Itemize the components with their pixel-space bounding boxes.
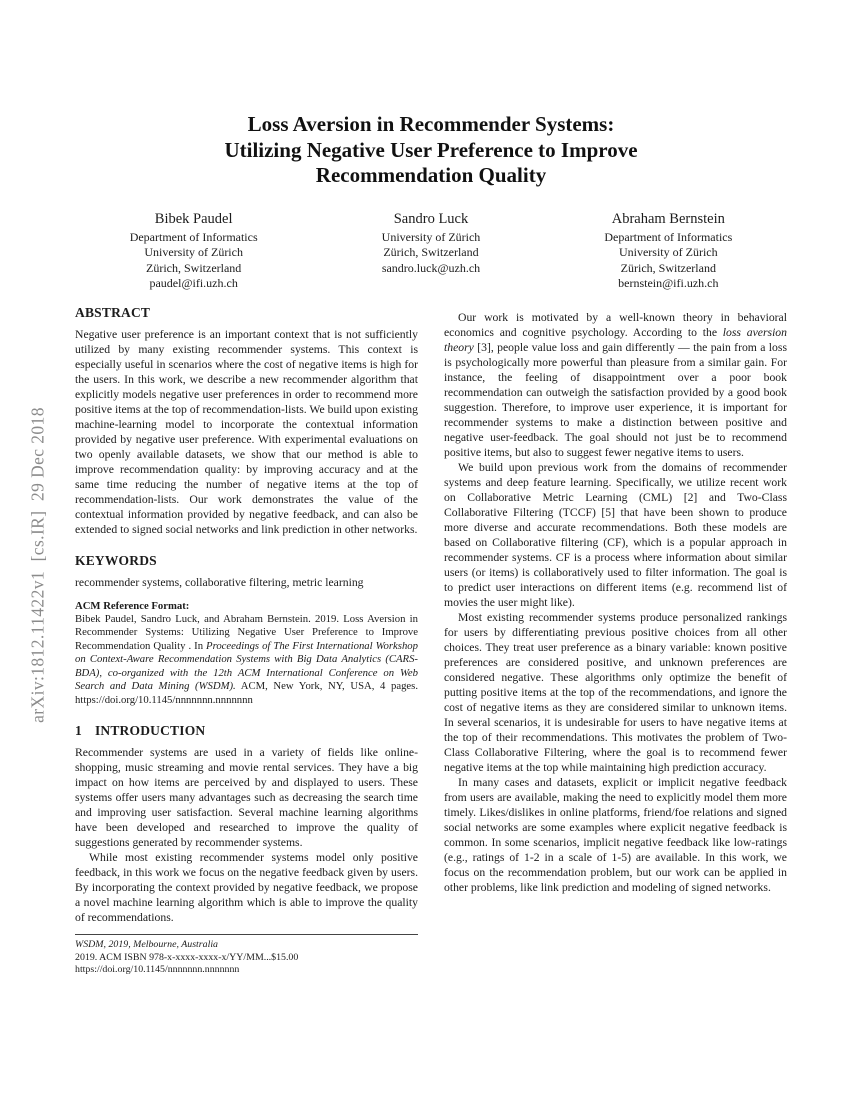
intro-paragraph-1: Recommender systems are used in a variety of fields like online-shopping, music streaming and movie rental services. They have a big impact on how items are perceived by and displayed to users. These systems offer users many advantages such as decreasing the search time and improving user satisfaction. Several machine learning algorithms have been developed and researched to improve the quality of suggestions generated by recommender systems. bbox=[75, 746, 418, 849]
author-affiliation-line: Zürich, Switzerland bbox=[620, 260, 716, 275]
title-line-3: Recommendation Quality bbox=[315, 163, 547, 187]
existing-systems-paragraph: Most existing recommender systems produce personalized rankings for users by differentiating previous positive choices from all other choices. They treat user preference as a binary variable: known positive preferences are considered positive, and unknown preferences are considered negative. These algorithms only optimize the benefit of putting positive items at the top of the recommendations, and ignore the cost of negative items as they are considered similar to unknown items. In several scenarios, it is undesirable for users to have negative items at the top of their recommendations. This motivates the problem of Two-Class Collaborative Filtering, where the goal is to recommend fewer negative items at the top while maintaining high prediction accuracy. bbox=[444, 610, 787, 774]
acm-reference-part1: Bibek Paudel, Sandro Luck, and Abraham Bernstein. 2019. Loss Aversion in Recommender Systems: Utilizing Negative User Preference to Improve Recommendation Quality . In bbox=[75, 612, 418, 652]
acm-reference-label: ACM Reference Format: bbox=[75, 599, 190, 612]
author-name: Sandro Luck bbox=[393, 210, 469, 227]
footnote-doi: https://doi.org/10.1145/nnnnnnn.nnnnnnn bbox=[75, 964, 240, 976]
negative-feedback-paragraph: In many cases and datasets, explicit or implicit negative feedback from users are available, making the need to explicitly model them more timely. Likes/dislikes in online platforms, friend/foe relations and signed social networks are some examples where explicit negative feedback is common. In some scenarios, implicit negative feedback like low-ratings (e.g., ratings of 1-2 in a scale of 1-5) are available. In this work, we focus on the recommendation problem, but our work can be applied in other problems, like link prediction and modeling of signed networks. bbox=[444, 775, 787, 894]
section-number: 1 bbox=[75, 723, 82, 738]
footnote-isbn: 2019. ACM ISBN 978-x-xxxx-xxxx-x/YY/MM...$15.00 bbox=[75, 951, 299, 963]
authors-row bbox=[75, 210, 787, 292]
author-affiliation-line: University of Zürich bbox=[144, 245, 243, 259]
paper-content bbox=[75, 112, 787, 977]
acm-reference-proceedings: Proceedings of The First International Workshop on Context-Aware Recommendation Systems with Big Data Analytics (CARS-BDA), co-organized with the 12th ACM International Conference on Web Search and Data Mining (WSDM). bbox=[75, 639, 418, 692]
paper-title bbox=[75, 112, 787, 189]
footnote-block bbox=[75, 934, 418, 977]
author-affiliation-line: University of Zürich bbox=[618, 245, 718, 259]
acm-reference-text bbox=[75, 613, 418, 708]
author-email: paudel@ifi.uzh.ch bbox=[149, 276, 238, 290]
author-email: sandro.luck@uzh.ch bbox=[381, 260, 481, 275]
keywords-text: recommender systems, collaborative filtering, metric learning bbox=[75, 575, 364, 589]
author-email: bernstein@ifi.uzh.ch bbox=[618, 276, 719, 290]
title-line-2: Utilizing Negative User Preference to Improve bbox=[224, 137, 638, 162]
motivation-paragraph bbox=[444, 310, 787, 460]
column-left bbox=[75, 305, 418, 977]
column-right bbox=[444, 305, 787, 977]
author-bibek-paudel bbox=[75, 210, 312, 292]
title-line-1: Loss Aversion in Recommender Systems: bbox=[247, 112, 615, 136]
arxiv-watermark: arXiv:1812.11422v1 [cs.IR] 29 Dec 2018 bbox=[27, 407, 48, 723]
author-abraham-bernstein bbox=[550, 210, 787, 292]
author-name: Bibek Paudel bbox=[154, 210, 233, 227]
author-affiliation-line: Department of Informatics bbox=[129, 229, 258, 244]
footnote-conference: WSDM, 2019, Melbourne, Australia bbox=[75, 939, 218, 950]
keywords-heading: KEYWORDS bbox=[75, 552, 157, 568]
author-affiliation-line: Department of Informatics bbox=[604, 229, 733, 244]
author-affiliation-line: Zürich, Switzerland bbox=[146, 260, 242, 275]
section-label: INTRODUCTION bbox=[94, 723, 206, 738]
acm-reference-block bbox=[75, 599, 418, 708]
author-sandro-luck bbox=[312, 210, 549, 292]
previous-work-paragraph: We build upon previous work from the domains of recommender systems and deep feature learning. Specifically, we utilize recent work on Collaborative Metric Learning (CML) [2] and Two-Class Collaborative Filtering (TCCF) [5] that have been shown to produce more diverse and accurate recommendations. Both these models are based on Collaborative filtering (CF), which is a popular approach in recommender systems. CF is a process where information about similar users (or items) is collaboratively used to filter information. The goal is to predict user interactions on different items (e.g. recommend list of movies the user might like). bbox=[444, 460, 787, 609]
acm-reference-part2: ACM, New York, NY, USA, 4 pages. https://doi.org/10.1145/nnnnnnn.nnnnnnn bbox=[75, 680, 418, 706]
intro-paragraph-2: While most existing recommender systems model only positive feedback, in this work we focus on the negative feedback given by users. By incorporating the context provided by negative feedback, we propose a novel machine learning algorithm which is able to improve the quality of recommendations. bbox=[75, 851, 418, 924]
author-affiliation-line: Zürich, Switzerland bbox=[383, 245, 479, 259]
footnote-rule bbox=[75, 934, 418, 935]
motivation-text-before: Our work is motivated by a well-known theory in behavioral economics and cognitive psychology. According to the bbox=[444, 310, 787, 339]
two-column-body bbox=[75, 305, 787, 977]
section-heading-introduction bbox=[75, 723, 418, 739]
author-name: Abraham Bernstein bbox=[611, 210, 725, 227]
author-affiliation-line: University of Zürich bbox=[381, 229, 481, 244]
abstract-heading: ABSTRACT bbox=[75, 304, 151, 320]
abstract-text: Negative user preference is an important context that is not sufficiently utilized by many existing recommender systems. This context is especially useful in scenarios where the cost of negative items is high for the users. In this work, we describe a new recommender algorithm that explicitly models negative user preferences in order to recommend more positive items at the top of recommendation-lists. We build upon existing machine-learning model to incorporate the contextual information provided by negative user preference. With experimental evaluations on two openly available datasets, we show that our method is able to improve recommendation quality: by improving accuracy and at the same time reducing the number of negative items at the top of recommendation-lists. Our work demonstrates the value of the contextual information provided by negative feedback, and can also be extended to signed social networks and link prediction in other networks. bbox=[75, 327, 418, 536]
motivation-text-after: [3], people value loss and gain differently — the pain from a loss is psychologically more powerful than pleasure from a similar gain. For instance, the feeling of disappointment over a poor book recommendation can outweigh the satisfaction provided by a good book suggestion. Therefore, to improve user experience, it is important for recommender systems to make a distinction between positive and negative user-feedback. The goal should not just be to recommend positive items, but also to suggest fewer negative items to users. bbox=[444, 340, 787, 459]
loss-aversion-theory-phrase: loss aversion theory bbox=[444, 325, 787, 354]
